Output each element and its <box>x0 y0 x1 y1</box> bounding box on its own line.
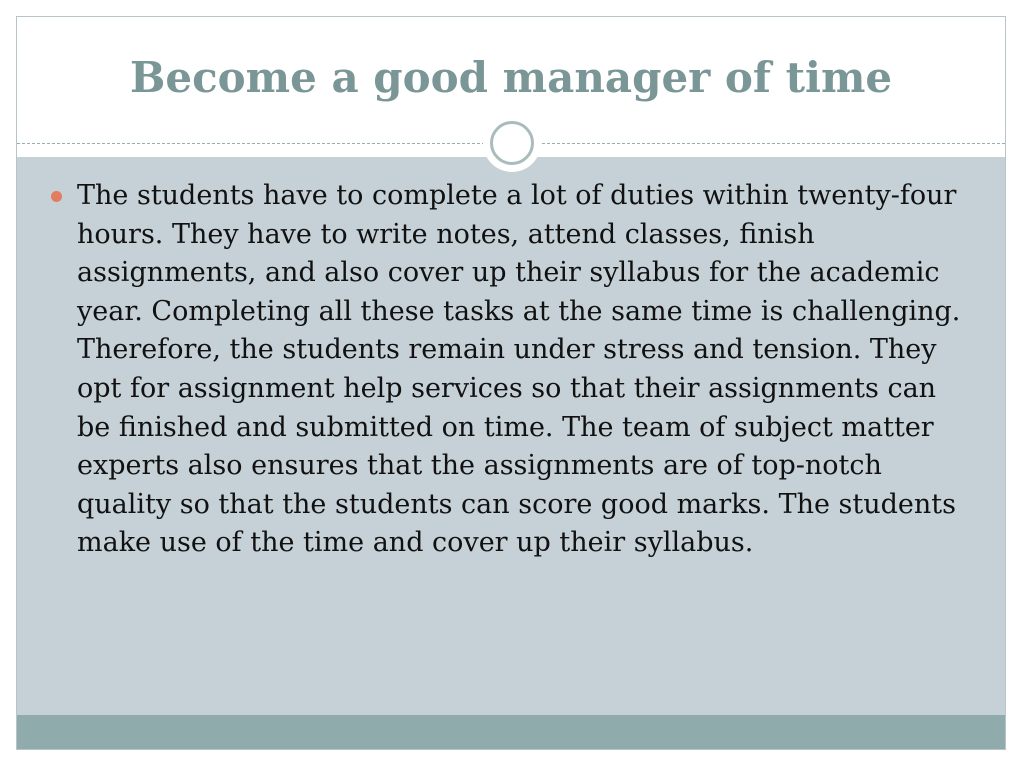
bullet-dot-icon <box>51 191 62 202</box>
slide <box>16 16 1006 750</box>
footer-band <box>17 715 1005 749</box>
bullet-list <box>47 177 977 563</box>
circle-ornament-icon <box>483 114 541 172</box>
bullet-text: The students have to complete a lot of duties within twenty-four hours. They have to write notes, attend classes, finish assignments, and also cover up their syllabus for the academic year. Completing all these tasks at the same time is challenging. Therefore, the students remain under stress and tension. They opt for assignment help services so that their assignments can be finished and submitted on time. The team of subject matter experts also ensures that the assignments are of top-notch quality so that the students can score good marks. The students make use of the time and cover up their syllabus. <box>77 180 961 559</box>
circle-ornament-ring <box>490 121 534 165</box>
bullet-item <box>47 177 977 563</box>
slide-title: Become a good manager of time <box>129 53 893 102</box>
